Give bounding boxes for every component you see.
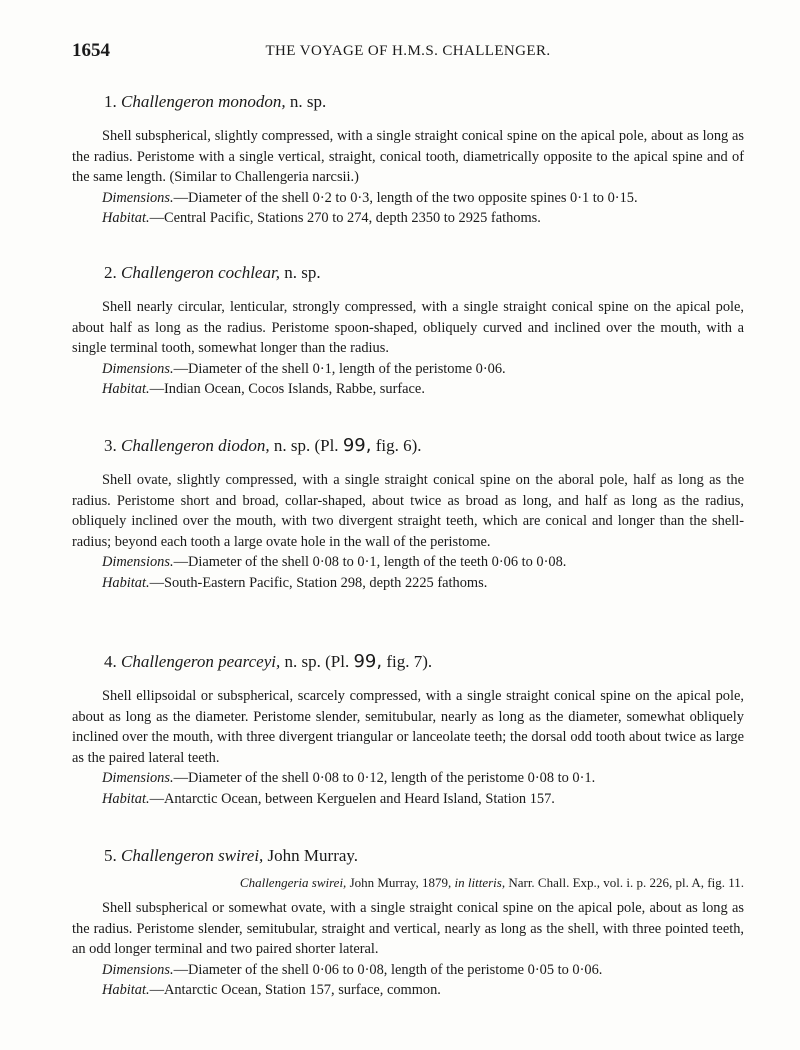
habitat-line xyxy=(102,789,744,810)
species-author: n. sp. (Pl. xyxy=(280,652,354,671)
habitat-label: Habitat. xyxy=(102,982,150,998)
species-name: Challengeron diodon, xyxy=(121,436,270,455)
figure-ref: fig. 7). xyxy=(382,652,433,671)
species-name: Challengeron pearceyi, xyxy=(121,652,281,671)
species-name: Challengeron cochlear, xyxy=(121,263,280,282)
dimensions-label: Dimensions. xyxy=(102,961,174,978)
dimensions-text: —Diameter of the shell 0·1, length of the peristome 0·06. xyxy=(173,360,506,377)
habitat-label: Habitat. xyxy=(102,381,150,397)
synonym-name: Challengeria swirei, xyxy=(239,875,347,890)
synonym-author: John Murray, 1879, xyxy=(346,875,455,890)
dimensions-label: Dimensions. xyxy=(102,770,174,786)
entry-title xyxy=(104,435,744,456)
plate-number: 99, xyxy=(342,435,372,456)
dimensions-text: —Diameter of the shell 0·06 to 0·08, length of the peristome 0·05 to 0·06. xyxy=(173,961,603,978)
habitat-line xyxy=(102,980,744,1001)
running-title: THE VOYAGE OF H.M.S. CHALLENGER. xyxy=(265,43,551,59)
dimensions-text: —Diameter of the shell 0·2 to 0·3, length of the two opposite spines 0·1 to 0·15. xyxy=(173,189,638,206)
page-header xyxy=(72,40,744,68)
habitat-label: Habitat. xyxy=(102,210,150,226)
synonym-note: in litteris, xyxy=(454,875,506,890)
synonym-citation: Narr. Chall. Exp., vol. i. p. 226, pl. A, fig. 11. xyxy=(505,875,744,890)
species-description: Shell ovate, slightly compressed, with a single straight conical spine on the aboral pole, half as long as the radius. Peristome short and broad, collar-shaped, about twice as broad as long, and half as long as the radius, obliquely inclined over the mouth, with two divergent straight teeth, which are conical and longer than the shell-radius; beyond each tooth a large ovate hole in the wall of the peristome. xyxy=(72,472,744,550)
dimensions-label: Dimensions. xyxy=(102,360,174,377)
species-entry-diodon xyxy=(72,435,744,593)
entry-number: 1. xyxy=(104,92,117,111)
page-number: 1654 xyxy=(72,40,110,61)
species-author: n. sp. xyxy=(285,92,327,111)
entry-number: 5. xyxy=(104,846,117,865)
species-description: Shell subspherical, slightly compressed, with a single straight conical spine on the apical pole, about as long as the radius. Peristome with a single vertical, straight, conical tooth, diametrically opposite to the apical spine and of the same length. (Similar to Challengeria narcsii.) xyxy=(72,128,744,185)
dimensions-line xyxy=(102,552,744,573)
entry-number: 3. xyxy=(104,436,117,455)
habitat-line xyxy=(102,379,744,400)
entry-number: 4. xyxy=(104,652,117,671)
dimensions-line xyxy=(102,960,744,981)
dimensions-text: —Diameter of the shell 0·08 to 0·1, length of the teeth 0·06 to 0·08. xyxy=(173,554,567,570)
entry-number: 2. xyxy=(104,263,117,282)
dimensions-label: Dimensions. xyxy=(102,554,174,570)
entry-title xyxy=(104,651,744,672)
habitat-line xyxy=(102,573,744,594)
dimensions-text: —Diameter of the shell 0·08 to 0·12, length of the peristome 0·08 to 0·1. xyxy=(173,770,596,786)
habitat-label: Habitat. xyxy=(102,574,150,591)
species-description: Shell nearly circular, lenticular, strongly compressed, with a single straight conical spine on the apical pole, about half as long as the radius. Peristome spoon-shaped, obliquely curved and inclined over the mouth, with a single terminal tooth, somewhat longer than the radius. xyxy=(72,299,744,356)
habitat-line xyxy=(102,208,744,229)
species-entry-pearceyi xyxy=(72,651,744,809)
species-name: Challengeron swirei, xyxy=(121,846,264,865)
species-author: John Murray. xyxy=(263,846,359,865)
species-name: Challengeron monodon, xyxy=(121,92,286,111)
plate-number: 99, xyxy=(353,651,383,672)
species-entry-monodon xyxy=(72,92,744,229)
species-entry-swirei xyxy=(72,846,744,1001)
entry-title xyxy=(104,263,744,283)
habitat-text: —South-Eastern Pacific, Station 298, depth 2225 fathoms. xyxy=(149,574,488,591)
habitat-text: —Antarctic Ocean, between Kerguelen and Heard Island, Station 157. xyxy=(149,790,555,807)
entry-title xyxy=(104,92,744,112)
dimensions-label: Dimensions. xyxy=(102,189,174,206)
synonym-reference xyxy=(72,874,744,892)
species-entry-cochlear xyxy=(72,263,744,400)
species-author: n. sp. xyxy=(279,263,321,282)
habitat-label: Habitat. xyxy=(102,790,150,807)
entry-title xyxy=(104,846,744,866)
habitat-text: —Indian Ocean, Cocos Islands, Rabbe, surface. xyxy=(149,381,425,397)
figure-ref: fig. 6). xyxy=(371,436,422,455)
species-author: n. sp. (Pl. xyxy=(269,436,343,455)
dimensions-line xyxy=(102,188,744,209)
dimensions-line xyxy=(102,768,744,789)
dimensions-line xyxy=(102,359,744,380)
species-description: Shell ellipsoidal or subspherical, scarcely compressed, with a single straight conical spine on the apical pole, about as long as the diameter. Peristome slender, semitubular, nearly as long as the diameter, somewhat obliquely inclined over the mouth, with three divergent triangular or lanceolate teeth; the dorsal odd tooth about twice as large as the paired lateral teeth. xyxy=(72,688,744,766)
habitat-text: —Central Pacific, Stations 270 to 274, depth 2350 to 2925 fathoms. xyxy=(149,210,541,226)
habitat-text: —Antarctic Ocean, Station 157, surface, common. xyxy=(149,982,441,998)
species-description: Shell subspherical or somewhat ovate, with a single straight conical spine on the apical pole, about as long as the radius. Peristome slender, semitubular, straight and vertical, nearly as long as the shell, with three pointed teeth, an odd longer terminal and two paired shorter lateral. xyxy=(72,900,744,957)
